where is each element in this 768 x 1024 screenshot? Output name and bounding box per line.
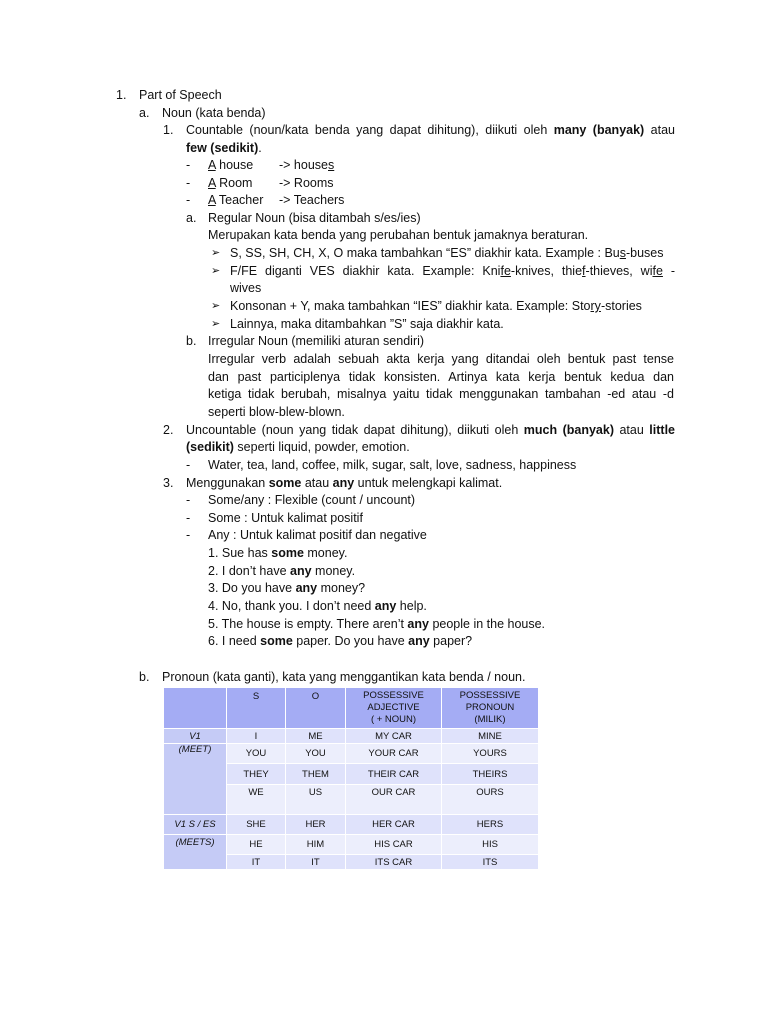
- table-cell: HE: [227, 835, 286, 855]
- table-cell: YOU: [286, 744, 346, 764]
- arrow-bullet-icon: ➢: [211, 300, 221, 312]
- table-cell: THEIR CAR: [346, 764, 442, 785]
- some-any-rule: Any : Untuk kalimat positif dan negative: [208, 528, 427, 542]
- dash-bullet: -: [186, 458, 191, 472]
- table-cell: THEM: [286, 764, 346, 785]
- some-any-number: 3.: [163, 476, 174, 490]
- subsection-title: Pronoun (kata ganti), kata yang menggantikan kata benda / noun.: [162, 670, 526, 684]
- regular-desc: Merupakan kata benda yang perubahan bentuk jamaknya beraturan.: [208, 228, 589, 242]
- table-row: [164, 729, 539, 744]
- dash-bullet: -: [186, 511, 191, 525]
- singular-noun: A house: [208, 158, 254, 172]
- irregular-desc-line: seperti blow-blew-blown.: [208, 405, 345, 419]
- example-sentence: 4. No, thank you. I don’t need any help.: [208, 599, 427, 613]
- uncountable-number: 2.: [163, 423, 174, 437]
- example-sentence: 3. Do you have any money?: [208, 581, 366, 595]
- plural-noun: -> Rooms: [279, 176, 334, 190]
- section-title: Part of Speech: [139, 88, 222, 102]
- table-cell: IT: [227, 855, 286, 870]
- regular-letter: a.: [186, 211, 197, 225]
- table-cell: ITS CAR: [346, 855, 442, 870]
- rule-s: Lainnya, maka ditambahkan ”S” saja diakhir kata.: [230, 317, 504, 331]
- some-any-title: Menggunakan some atau any untuk melengkapi kalimat.: [186, 476, 503, 490]
- dash-bullet: -: [186, 493, 191, 507]
- table-cell: YOU: [227, 744, 286, 764]
- singular-noun: A Room: [208, 176, 253, 190]
- table-cell: HER: [286, 815, 346, 835]
- table-cell: MY CAR: [346, 729, 442, 744]
- subsection-letter: b.: [139, 670, 150, 684]
- uncountable-line-1: Uncountable (noun yang tidak dapat dihitung), diikuti oleh much (banyak) atau little: [186, 423, 675, 437]
- dash-bullet: -: [186, 193, 191, 207]
- table-cell: HIS CAR: [346, 835, 442, 855]
- table-cell: WE: [227, 785, 286, 815]
- example-sentence: 2. I don’t have any money.: [208, 564, 356, 578]
- arrow-bullet-icon: ➢: [211, 247, 221, 259]
- table-header: O: [286, 688, 346, 729]
- countable-line-2: few (sedikit).: [186, 141, 262, 155]
- table-cell: YOURS: [442, 744, 539, 764]
- verb-form-label: (MEETS): [164, 835, 227, 870]
- table-cell: OURS: [442, 785, 539, 815]
- subsection-title: Noun (kata benda): [162, 106, 266, 120]
- table-header: POSSESSIVE PRONOUN (MILIK): [442, 688, 539, 729]
- plural-noun: -> houses: [279, 158, 335, 172]
- rule-ves-cont: wives: [230, 281, 262, 295]
- table-cell: HER CAR: [346, 815, 442, 835]
- verb-form-label: V1: [164, 729, 227, 744]
- table-header: S: [227, 688, 286, 729]
- table-cell: MINE: [442, 729, 539, 744]
- table-cell: THEIRS: [442, 764, 539, 785]
- table-cell: SHE: [227, 815, 286, 835]
- verb-form-label: V1 S / ES: [164, 815, 227, 835]
- plural-noun: -> Teachers: [279, 193, 345, 207]
- example-sentence: 5. The house is empty. There aren’t any people in the house.: [208, 617, 546, 631]
- countable-number: 1.: [163, 123, 174, 137]
- irregular-desc-line: Irregular verb adalah sebuah akta kerja yang ditandai oleh bentuk past tense: [208, 352, 674, 366]
- pronoun-table: [163, 687, 539, 870]
- table-cell: THEY: [227, 764, 286, 785]
- table-cell: HIS: [442, 835, 539, 855]
- table-cell: HIM: [286, 835, 346, 855]
- table-row: [164, 815, 539, 835]
- rule-es: S, SS, SH, CH, X, O maka tambahkan “ES” diakhir kata. Example : Bus-buses: [230, 246, 664, 260]
- table-cell: YOUR CAR: [346, 744, 442, 764]
- irregular-desc-line: ketiga tidak berubah, misalnya yaitu tidak menggunakan tambahan -ed atau -d: [208, 387, 674, 401]
- singular-noun: A Teacher: [208, 193, 264, 207]
- table-cell: HERS: [442, 815, 539, 835]
- rule-ies: Konsonan + Y, maka tambahkan “IES” diakhir kata. Example: Story-stories: [230, 299, 642, 313]
- irregular-desc-line: dan past participlenya tidak konsisten. Artinya kata kerja bentuk kedua dan: [208, 370, 674, 384]
- uncountable-line-2: (sedikit) seperti liquid, powder, emotion.: [186, 440, 410, 454]
- rule-ves: F/FE diganti VES diakhir kata. Example: Knife-knives, thief-thieves, wife -: [230, 264, 675, 278]
- table-cell: US: [286, 785, 346, 815]
- subsection-letter: a.: [139, 106, 150, 120]
- table-cell: ME: [286, 729, 346, 744]
- verb-form-label: (MEET): [164, 744, 227, 815]
- table-header: POSSESSIVE ADJECTIVE ( + NOUN): [346, 688, 442, 729]
- table-cell: OUR CAR: [346, 785, 442, 815]
- arrow-bullet-icon: ➢: [211, 318, 221, 330]
- table-cell: IT: [286, 855, 346, 870]
- table-row: [164, 744, 539, 764]
- section-number: 1.: [116, 88, 127, 102]
- regular-title: Regular Noun (bisa ditambah s/es/ies): [208, 211, 421, 225]
- countable-line-1: Countable (noun/kata benda yang dapat dihitung), diikuti oleh many (banyak) atau: [186, 123, 675, 137]
- table-cell: ITS: [442, 855, 539, 870]
- some-any-rule: Some/any : Flexible (count / uncount): [208, 493, 416, 507]
- table-header-row: [164, 688, 539, 729]
- uncountable-examples: Water, tea, land, coffee, milk, sugar, salt, love, sadness, happiness: [208, 458, 577, 472]
- irregular-title: Irregular Noun (memiliki aturan sendiri): [208, 334, 425, 348]
- table-cell: I: [227, 729, 286, 744]
- example-sentence: 1. Sue has some money.: [208, 546, 348, 560]
- irregular-letter: b.: [186, 334, 197, 348]
- table-row: [164, 835, 539, 855]
- some-any-rule: Some : Untuk kalimat positif: [208, 511, 363, 525]
- table-header: [164, 688, 227, 729]
- dash-bullet: -: [186, 176, 191, 190]
- dash-bullet: -: [186, 528, 191, 542]
- dash-bullet: -: [186, 158, 191, 172]
- example-sentence: 6. I need some paper. Do you have any paper?: [208, 634, 473, 648]
- arrow-bullet-icon: ➢: [211, 265, 221, 277]
